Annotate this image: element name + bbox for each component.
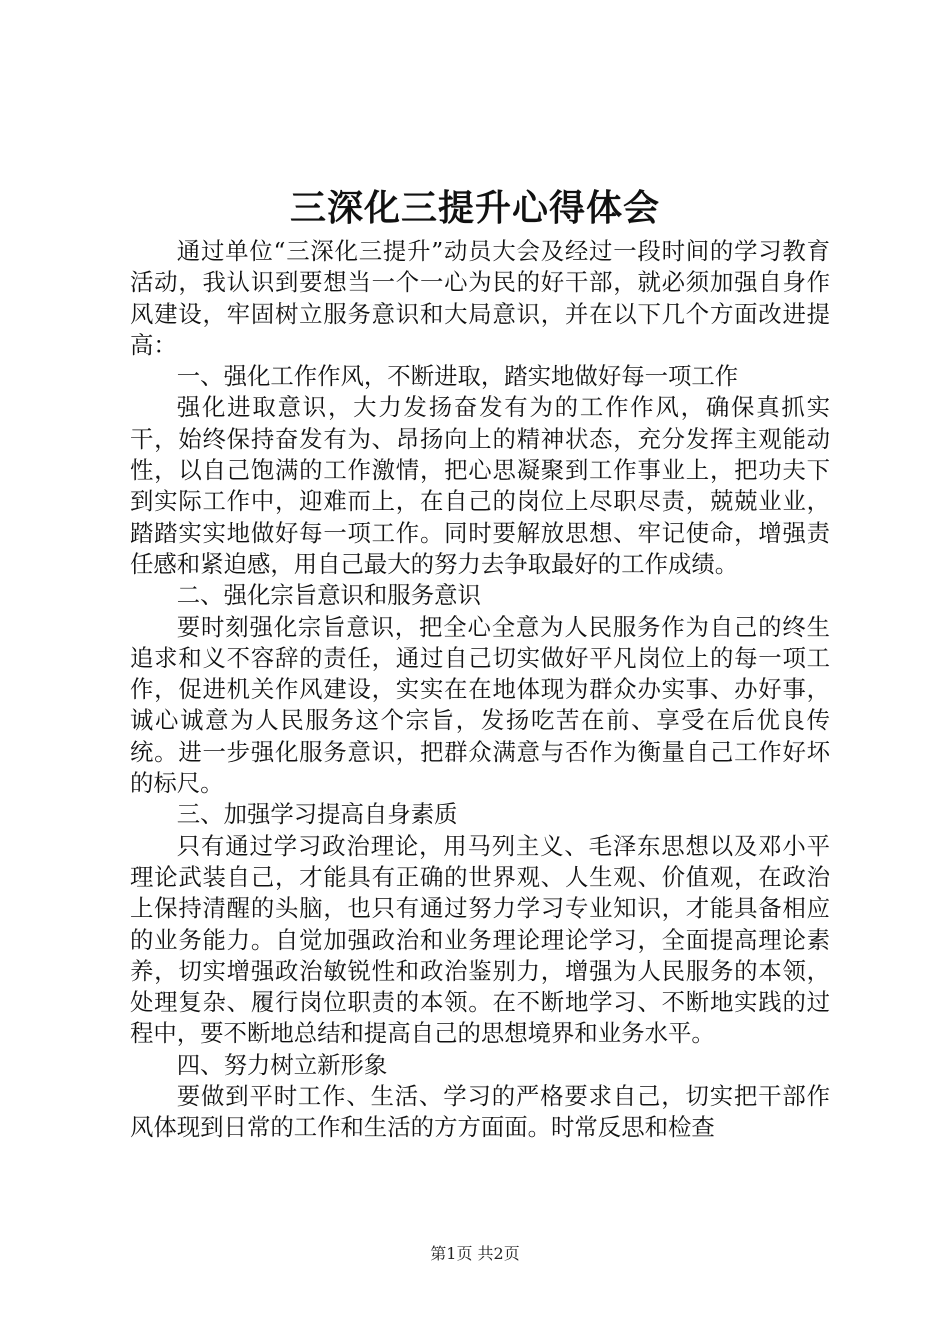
document-body (130, 236, 830, 1144)
section-paragraph-2: 要时刻强化宗旨意识，把全心全意为人民服务作为自己的终生追求和义不容辞的责任，通过自己切实做好平凡岗位上的每一项工作，促进机关作风建设，实实在在地体现为群众办实事、办好事，诚心诚意为人民服务这个宗旨，发扬吃苦在前、享受在后优良传统。进一步强化服务意识，把群众满意与否作为衡量自己工作好坏的标尺。 (130, 612, 830, 798)
section-heading-4: 四、努力树立新形象 (176, 1050, 388, 1079)
page-number-footer: 第1页 共2页 (430, 1244, 520, 1263)
document-title: 三深化三提升心得体会 (289, 187, 660, 229)
section-paragraph-4: 要做到平时工作、生活、学习的严格要求自己，切实把干部作风体现到日常的工作和生活的方方面面。时常反思和检查 (130, 1082, 830, 1142)
intro-paragraph: 通过单位“三深化三提升”动员大会及经过一段时间的学习教育活动，我认识到要想当一个一心为民的好干部，就必须加强自身作风建设，牢固树立服务意识和大局意识，并在以下几个方面改进提高： (130, 237, 830, 359)
section-heading-2: 二、强化宗旨意识和服务意识 (176, 581, 481, 610)
section-heading-3: 三、加强学习提高自身素质 (176, 800, 458, 829)
section-heading-1: 一、强化工作作风，不断进取，踏实地做好每一项工作 (176, 362, 739, 391)
section-paragraph-1: 强化进取意识，大力发扬奋发有为的工作作风，确保真抓实干，始终保持奋发有为、昂扬向上的精神状态，充分发挥主观能动性，以自己饱满的工作激情，把心思凝聚到工作事业上，把功夫下到实际工作中，迎难而上，在自己的岗位上尽职尽责，兢兢业业，踏踏实实地做好每一项工作。同时要解放思想、牢记使命，增强责任感和紧迫感，用自己最大的努力去争取最好的工作成绩。 (130, 393, 830, 578)
section-paragraph-3: 只有通过学习政治理论，用马列主义、毛泽东思想以及邓小平理论武装自己，才能具有正确的世界观、人生观、价值观，在政治上保持清醒的头脑，也只有通过努力学习专业知识，才能具备相应的业务能力。自觉加强政治和业务理论理论学习，全面提高理论素养，切实增强政治敏锐性和政治鉴别力，增强为人民服务的本领，处理复杂、履行岗位职责的本领。在不断地学习、不断地实践的过程中，要不断地总结和提高自己的思想境界和业务水平。 (130, 831, 830, 1048)
